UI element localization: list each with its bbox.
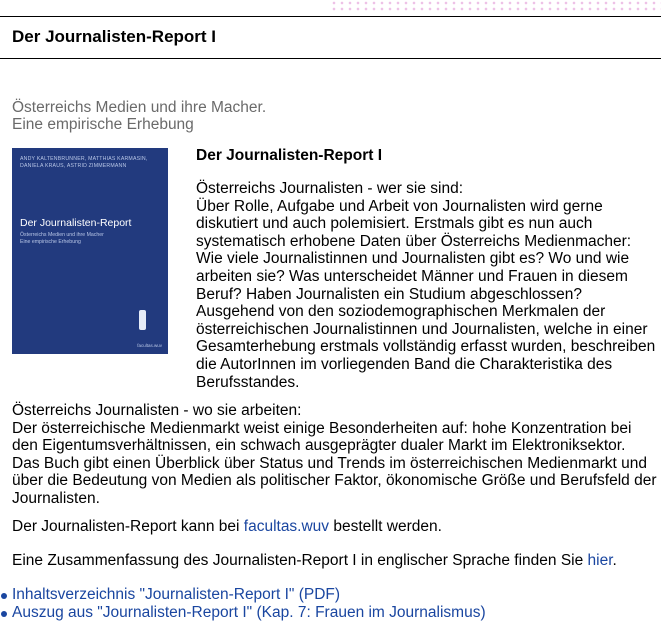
cover-authors-line-2: DANIELA KRAUS, ASTRID ZIMMERMANN bbox=[20, 163, 127, 169]
summary-text-before: Eine Zusammenfassung des Journalisten-Report I in englischer Sprache finden Sie bbox=[12, 552, 588, 569]
publisher-logo-icon bbox=[139, 310, 146, 330]
cover-authors bbox=[20, 156, 160, 170]
book-cover-image bbox=[12, 148, 168, 354]
subtitle-line-1: Österreichs Medien und ihre Macher. bbox=[12, 99, 267, 116]
facultas-link[interactable]: facultas.wuv bbox=[243, 518, 330, 535]
list-item bbox=[0, 586, 486, 604]
summary-paragraph bbox=[12, 552, 617, 570]
order-text-after: bestellt werden. bbox=[329, 518, 442, 535]
divider-top bbox=[0, 16, 661, 17]
order-text-before: Der Journalisten-Report kann bei bbox=[12, 518, 244, 535]
bullet-icon bbox=[1, 611, 7, 617]
book-intro bbox=[196, 180, 656, 391]
summary-text-after: . bbox=[612, 552, 617, 569]
cover-publisher: facultas.wuv bbox=[137, 343, 162, 348]
subtitle-line-2: Eine empirische Erhebung bbox=[12, 116, 194, 133]
excerpt-link[interactable]: Auszug aus "Journalisten-Report I" (Kap. 7: Frauen im Journalismus) bbox=[12, 603, 486, 621]
book-heading: Der Journalisten-Report I bbox=[196, 147, 383, 164]
cover-authors-line-1: ANDY KALTENBRUNNER, MATTHIAS KARMASIN, bbox=[20, 156, 148, 162]
intro-lead: Österreichs Journalisten - wer sie sind: bbox=[196, 180, 464, 197]
where-lead: Österreichs Journalisten - wo sie arbeiten: bbox=[12, 402, 302, 419]
cover-title: Der Journalisten-Report bbox=[20, 217, 132, 229]
list-item bbox=[0, 604, 486, 622]
summary-hier-link[interactable]: hier bbox=[587, 552, 613, 569]
where-section bbox=[12, 402, 657, 508]
bullet-icon bbox=[1, 593, 7, 599]
download-links-list bbox=[0, 586, 486, 621]
order-paragraph bbox=[12, 518, 442, 536]
cover-subtitle bbox=[20, 232, 160, 245]
page-title: Der Journalisten-Report I bbox=[12, 27, 217, 46]
toc-pdf-link[interactable]: Inhaltsverzeichnis "Journalisten-Report I" (PDF) bbox=[12, 586, 341, 603]
subtitle bbox=[12, 99, 266, 133]
where-text: Der österreichische Medienmarkt weist einige Besonderheiten auf: hohe Konzentration bei den Eigentumsverhältnissen, ein schwach ausgeprägter dualer Markt im Elektroniksektor. Das Buch gibt einen Überblick über Status und Trends im österreichischen Medienmarkt und über die Bedeutung von Medien als politischer Faktor, ökonomische Größe und Berufsfeld der Journalisten. bbox=[12, 419, 657, 507]
divider-bottom bbox=[0, 58, 661, 59]
cover-subtitle-line-1: Österreichs Medien und ihre Macher bbox=[20, 232, 104, 238]
cover-subtitle-line-2: Eine empirische Erhebung bbox=[20, 238, 81, 245]
header-decoration bbox=[330, 0, 661, 12]
intro-text: Über Rolle, Aufgabe und Arbeit von Journalisten wird gerne diskutiert und auch polemisiert. Erstmals gibt es nun auch systematisch erhobene Daten über Österreichs Medienmacher: Wie viele Journalistinnen und Journalisten gibt es? Wo und wie arbeiten sie? Was unterscheidet Männer und Frauen in diesem Beruf? Haben Journalisten ein Studium abgeschlossen? Ausgehend von den soziodemographischen Merkmalen der österreichischen Journalistinnen und Journalisten, welche in einer Gesamterhebung erstmals vollständig erfasst wurden, beschreiben die AutorInnen im vorliegenden Band die Charakteristika des Berufsstandes. bbox=[196, 197, 656, 391]
